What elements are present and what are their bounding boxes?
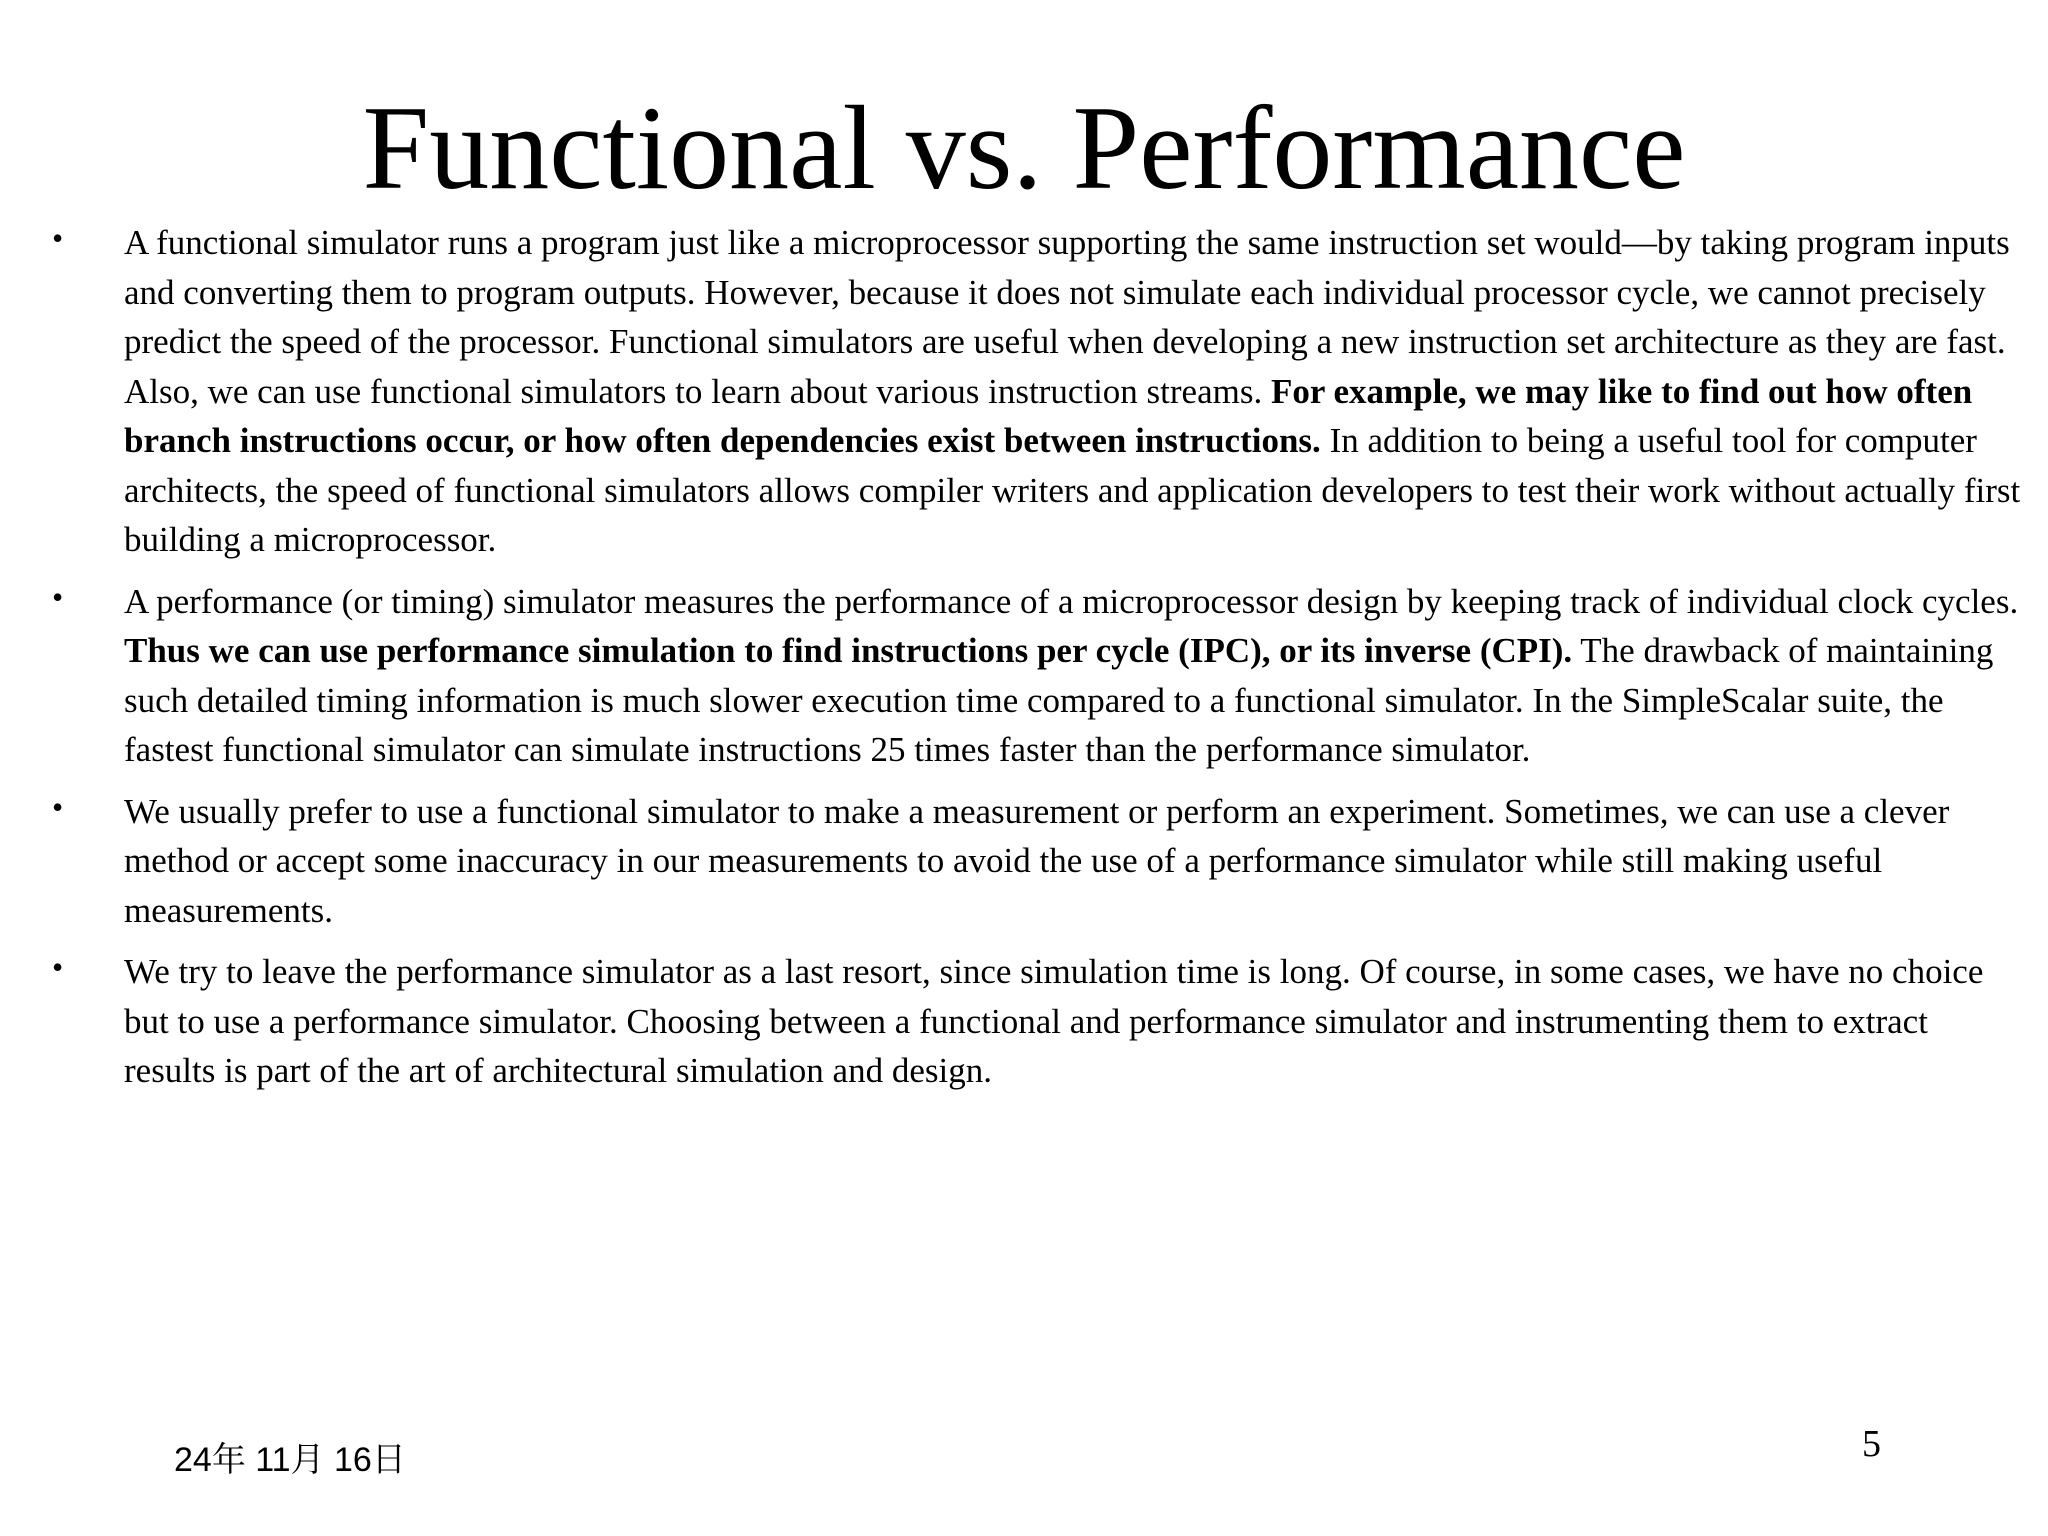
bullet-item-preference [52,787,2024,936]
bullet-dot-icon: • [52,578,64,615]
bullet-item-functional [52,218,2024,565]
bullet-text-segment: A performance (or timing) simulator measures the performance of a microprocessor design by keeping track of individual clock cycles. [124,581,2019,621]
bullet-text-segment: In addition to being a useful tool for computer architects, the speed of functional simulators allows compiler writers and application developers to test their work without actually first building a microprocessor. [124,421,2021,559]
page-number: 5 [1862,1423,1881,1465]
bullet-text-segment: A functional simulator runs a program just like a microprocessor supporting the same instruction set would—by taking program inputs and converting them to program outputs. However, because it does not simulate each individual processor cycle, we cannot precisely predict the speed of the processor. Functional simulators are useful when developing a new instruction set architecture as they are fast. Also, we can use functional simulators to learn about various instruction streams. [124,223,2010,411]
bullet-text [124,223,2020,559]
footer-date: 24年 11月 16日 [174,1441,406,1479]
bullet-item-last-resort [52,947,2024,1096]
bullet-text-segment: We try to leave the performance simulator as a last resort, since simulation time is long. Of course, in some cases, we have no choice but to use a performance simulator. Choosing between a functional and performance simulator and instrumenting them to extract results is part of the art of architectural simulation and design. [124,952,1984,1090]
bullet-text [124,582,2018,770]
bullet-text-segment: We usually prefer to use a functional simulator to make a measurement or perform an experiment. Sometimes, we can use a clever method or accept some inaccuracy in our measurements to avoid the use of a performance simulator while still making useful measurements. [124,791,1950,930]
bullet-text-bold-segment: For example, we may like to find out how often branch instructions occur, or how often dependencies exist between instructions. [124,371,1973,460]
bullet-dot-icon: • [52,949,64,985]
bullet-text [124,792,1949,930]
slide-title: Functional vs. Performance [362,81,1686,214]
bullet-item-performance [52,577,2024,775]
bullet-text-bold-segment: Thus we can use performance simulation to find instructions per cycle (IPC), or its inverse (CPI). [124,631,1573,670]
bullet-text [124,952,1983,1090]
bullet-list [52,218,2024,1108]
bullet-text-segment: The drawback of maintaining such detailed timing information is much slower execution time compared to a functional simulator. In the SimpleScalar suite, the fastest functional simulator can simulate instructions 25 times faster than the performance simulator. [124,631,1994,769]
bullet-dot-icon: • [52,220,64,256]
bullet-dot-icon: • [52,788,64,825]
